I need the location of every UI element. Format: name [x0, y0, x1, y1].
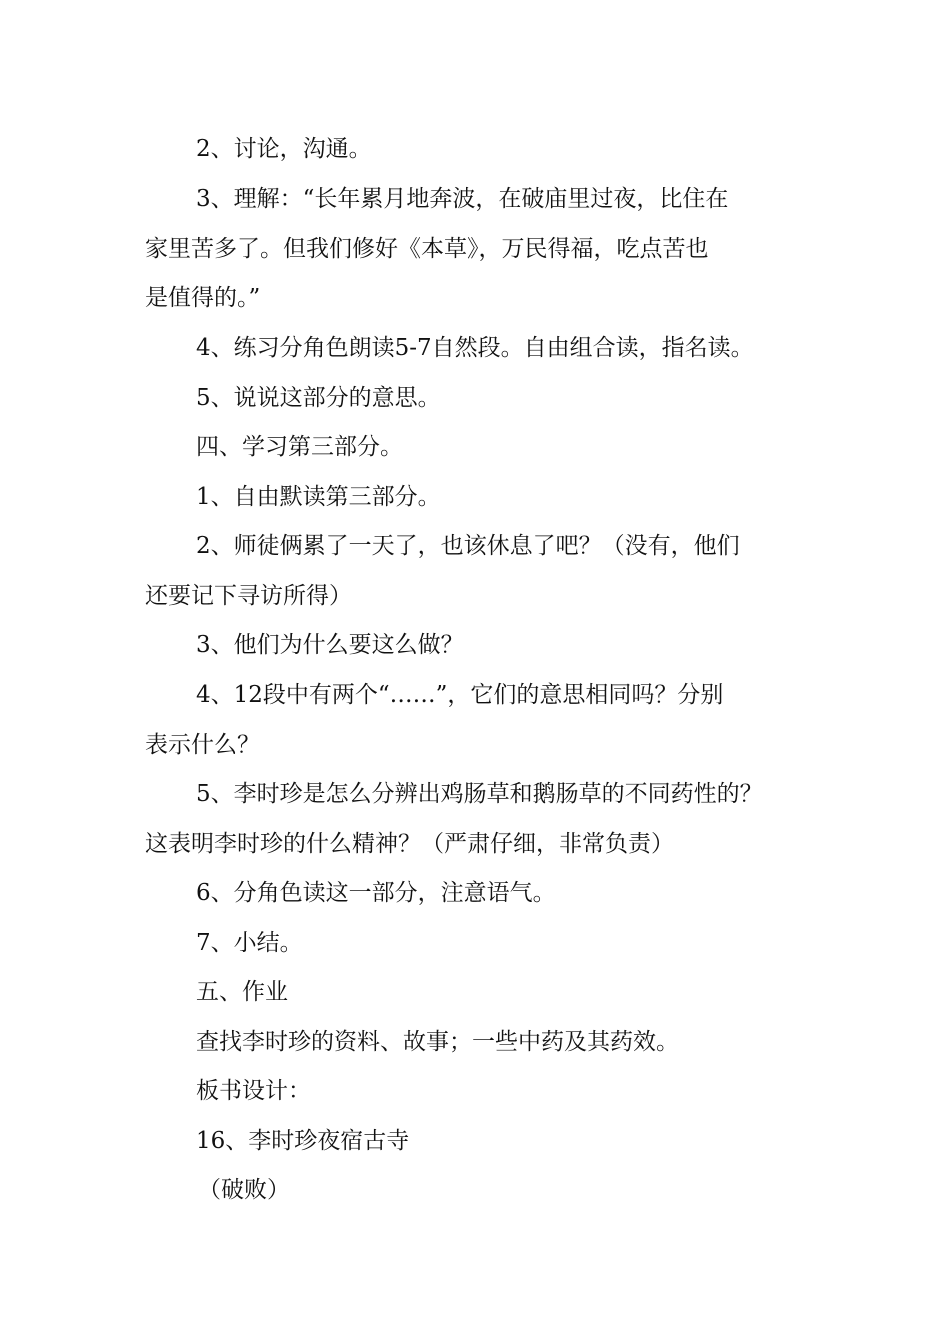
paragraph-meaning [145, 374, 835, 424]
paragraph-line: 16、李时珍夜宿古寺 [196, 1128, 410, 1154]
paragraph-line: 3、他们为什么要这么做？ [196, 632, 464, 658]
paragraph-line: 1、自由默读第三部分。 [196, 484, 441, 510]
paragraph-herb-question [145, 770, 835, 869]
paragraph-line: 6、分角色读这一部分，注意语气。 [196, 880, 556, 906]
paragraph-ellipsis-question [145, 671, 835, 770]
section-heading-part-three [145, 423, 835, 473]
section-heading-homework [145, 968, 835, 1018]
paragraph-line: 5、说说这部分的意思。 [196, 385, 441, 411]
paragraph-line: 7、小结。 [196, 930, 303, 956]
paragraph-line: 是值得的。” [145, 285, 261, 311]
paragraph-summary [145, 919, 835, 969]
paragraph-line: 还要记下寻访所得） [145, 582, 352, 609]
paragraph-board-design [145, 1067, 835, 1117]
paragraph-line: 五、作业 [196, 979, 288, 1005]
paragraph-silent-reading [145, 473, 835, 523]
paragraph-line: 4、练习分角色朗读5-7自然段。自由组合读，指名读。 [196, 335, 754, 361]
paragraph-line: 2、讨论，沟通。 [196, 136, 372, 162]
paragraph-homework-task [145, 1018, 835, 1068]
paragraph-rest-question [145, 522, 835, 621]
paragraph-understand-quote [145, 175, 835, 324]
paragraph-line: （破败） [198, 1177, 290, 1203]
paragraph-why-question [145, 621, 835, 671]
paragraph-discuss [145, 125, 835, 175]
paragraph-line: 板书设计： [196, 1078, 311, 1104]
paragraph-line: 表示什么？ [145, 731, 260, 758]
paragraph-line: 查找李时珍的资料、故事；一些中药及其药效。 [196, 1029, 679, 1055]
paragraph-line: 家里苦多了。但我们修好《本草》，万民得福，吃点苦也 [145, 235, 709, 262]
paragraph-line: 5、李时珍是怎么分辨出鸡肠草和鹅肠草的不同药性的？ [196, 781, 763, 807]
paragraph-line: 4、12段中有两个“……”，它们的意思相同吗？分别 [196, 682, 724, 708]
paragraph-line: 3、理解：“长年累月地奔波，在破庙里过夜，比住在 [196, 186, 729, 212]
board-note [145, 1166, 835, 1216]
paragraph-line: 这表明李时珍的什么精神？（严肃仔细，非常负责） [145, 830, 674, 857]
paragraph-line: 2、师徒俩累了一天了，也该休息了吧？（没有，他们 [196, 533, 740, 559]
paragraph-role-reading [145, 324, 835, 374]
board-title [145, 1117, 835, 1167]
paragraph-line: 四、学习第三部分。 [196, 434, 403, 460]
paragraph-role-tone [145, 869, 835, 919]
